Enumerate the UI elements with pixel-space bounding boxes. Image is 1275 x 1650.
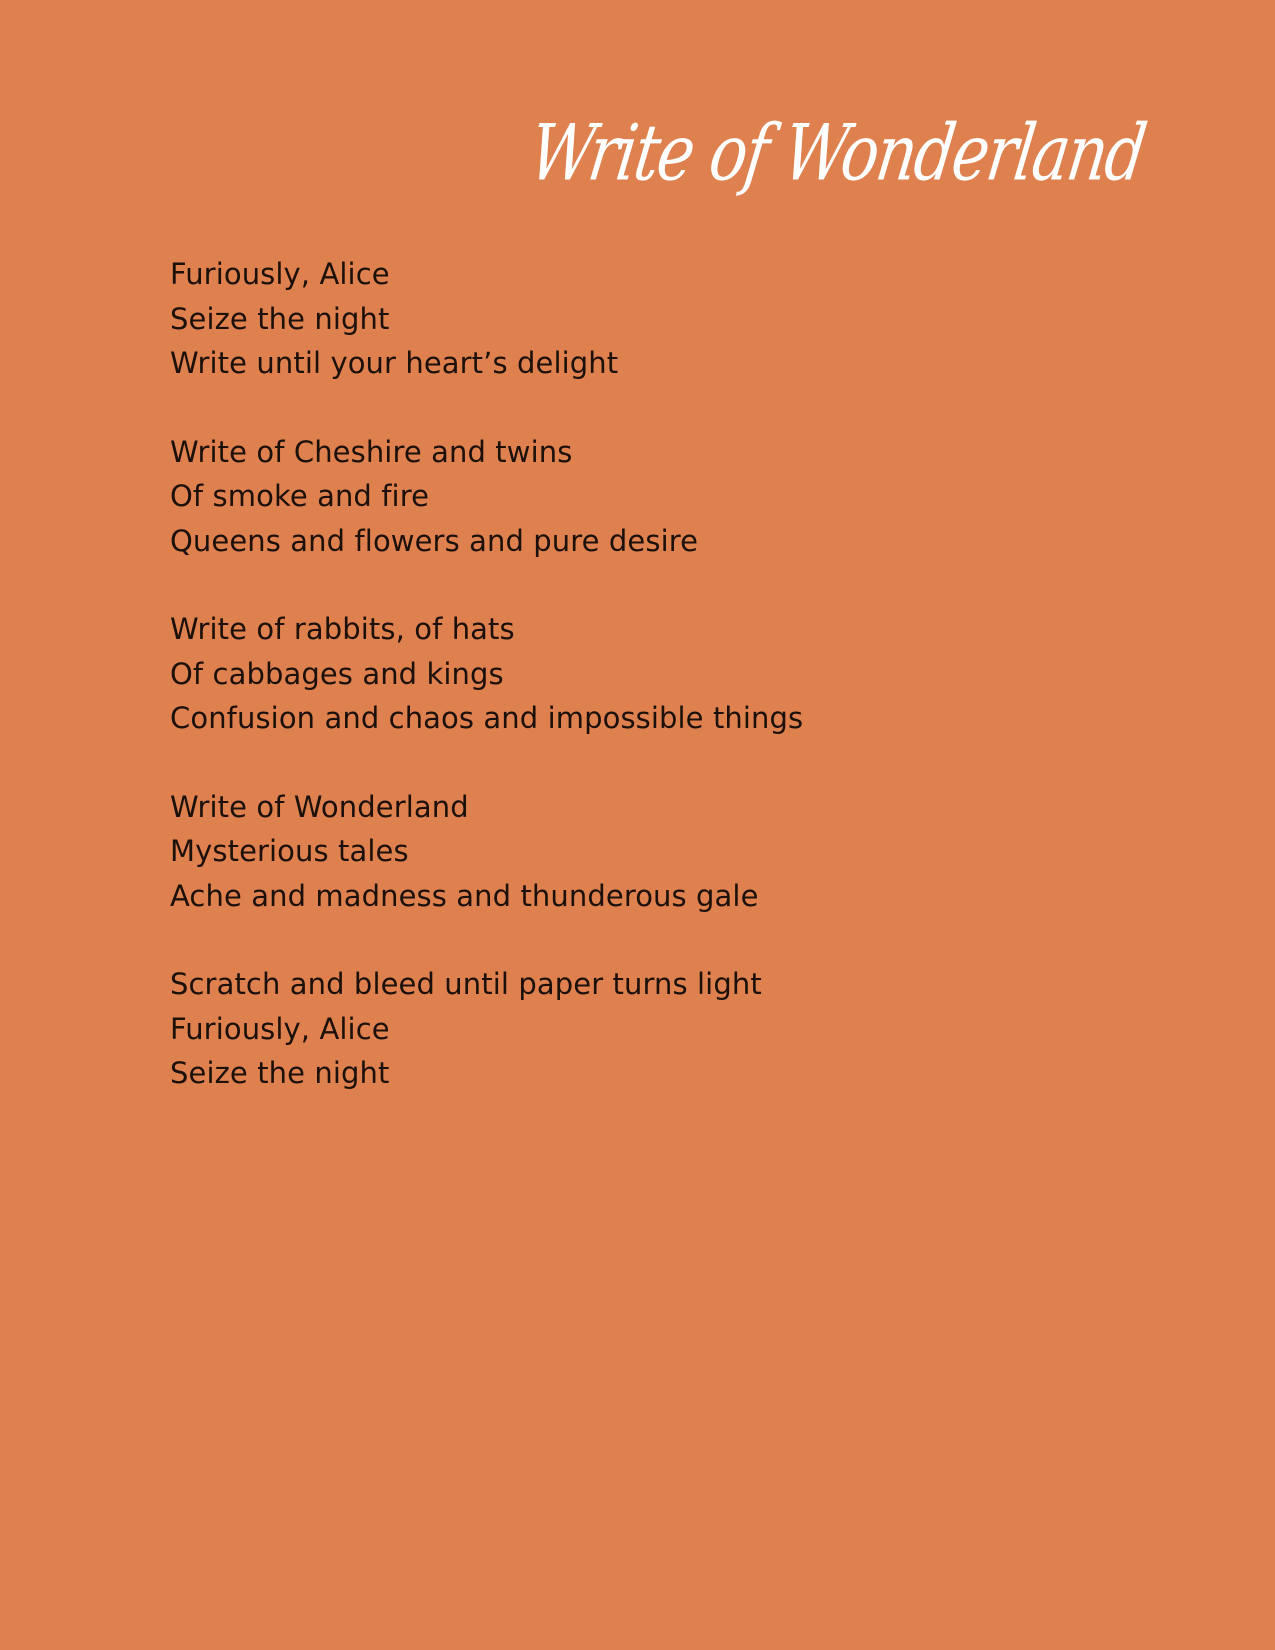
poem-line: Furiously, Alice bbox=[170, 257, 390, 291]
poem-line: Of smoke and fire bbox=[170, 479, 430, 513]
poem-line: Seize the night bbox=[170, 1056, 390, 1090]
poem-line: Ache and madness and thunderous gale bbox=[170, 878, 759, 913]
stanza-1 bbox=[170, 252, 1070, 386]
poem-line: Seize the night bbox=[170, 301, 390, 336]
stanza-5 bbox=[170, 962, 1070, 1096]
poem-line: Write until your heart’s delight bbox=[170, 346, 619, 380]
poem-line: Mysterious tales bbox=[170, 834, 409, 868]
stanza-4 bbox=[170, 785, 1070, 919]
poem-line: Confusion and chaos and impossible things bbox=[170, 701, 804, 735]
poem-title: Write of Wonderland bbox=[524, 106, 1151, 198]
poem-line: Furiously, Alice bbox=[170, 1011, 390, 1046]
poem-line: Scratch and bleed until paper turns light bbox=[170, 967, 762, 1001]
stanza-3 bbox=[170, 607, 1070, 741]
poem-line: Queens and flowers and pure desire bbox=[170, 523, 699, 558]
poem-line: Write of rabbits, of hats bbox=[170, 612, 515, 646]
poem-body bbox=[170, 252, 1070, 1140]
poem-line: Write of Wonderland bbox=[170, 789, 469, 824]
poem-line: Of cabbages and kings bbox=[170, 656, 504, 691]
stanza-2 bbox=[170, 430, 1070, 564]
poem-line: Write of Cheshire and twins bbox=[170, 434, 573, 469]
